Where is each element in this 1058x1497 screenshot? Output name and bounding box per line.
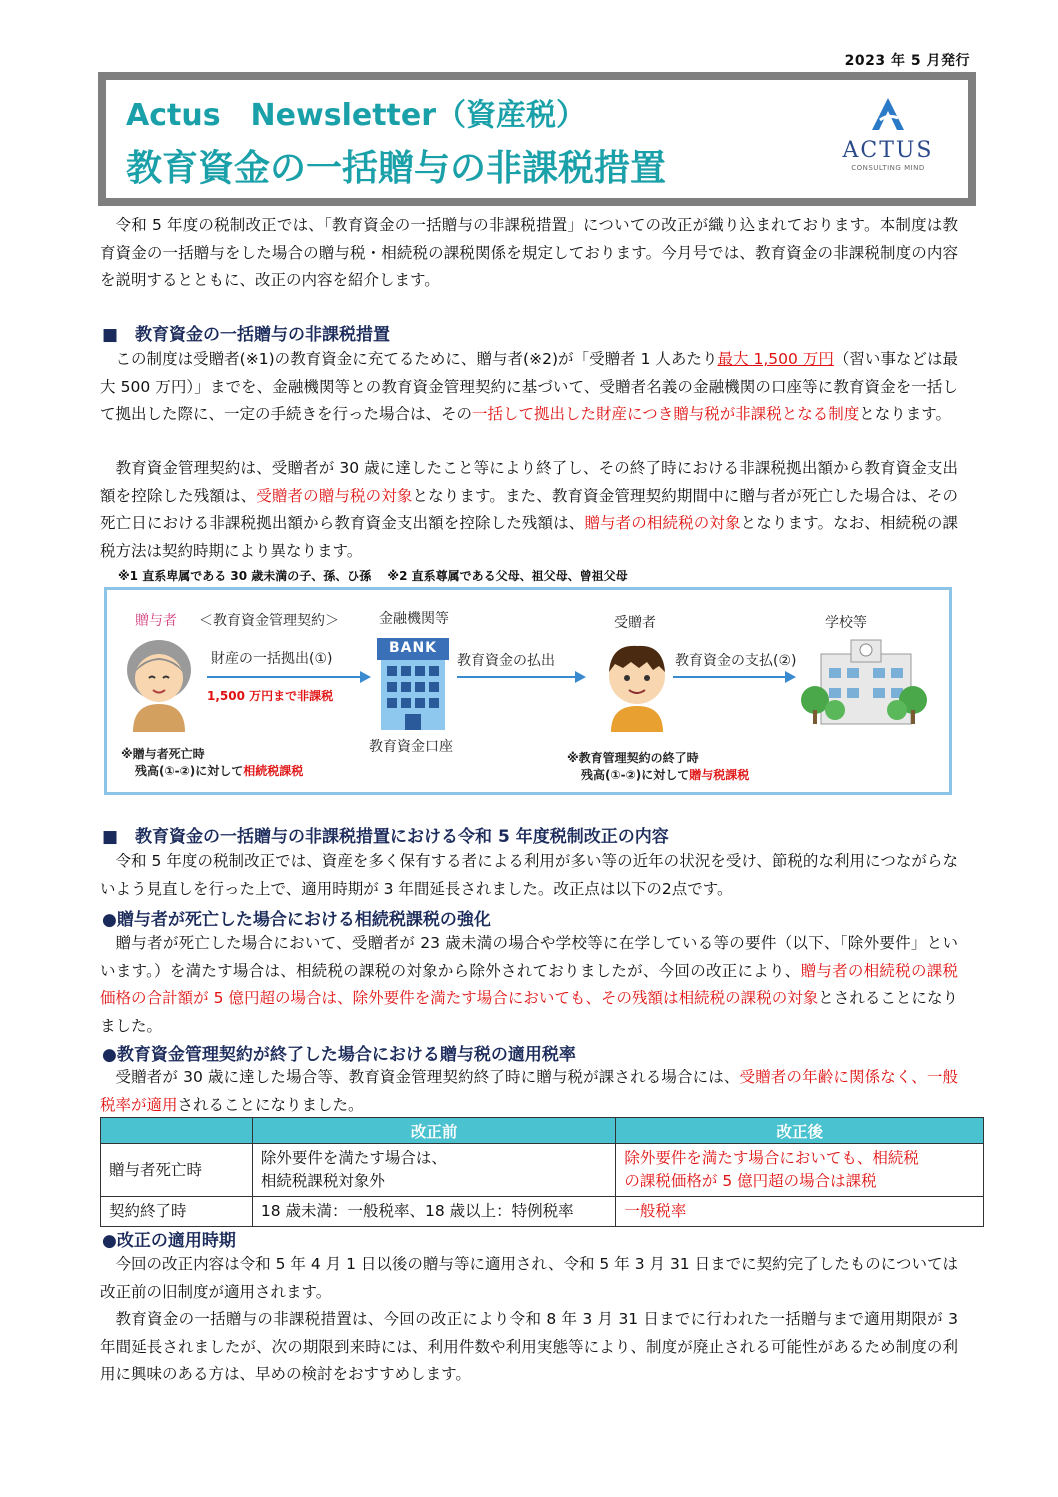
note-left: [121, 746, 303, 780]
scheme-diagram: [104, 587, 952, 795]
table-header-after: 改正後: [616, 1118, 984, 1144]
note-right: [567, 750, 749, 784]
account-label: 教育資金口座: [369, 739, 453, 755]
p2-text-a: 教育資金管理契約は、受贈者が 30 歳に達したこと等により終了し、その終了時における非課税拠出額から教育資金支出額を控除した残額は、: [100, 459, 958, 505]
row1-before: [252, 1144, 616, 1197]
row2-label: 契約終了時: [101, 1197, 253, 1227]
arrow3-label: 教育資金の支払(②): [675, 653, 797, 669]
arrow1-sublabel: 1,500 万円まで非課税: [207, 689, 334, 703]
note-left-inheritance-tax: 相続税課税: [243, 764, 304, 778]
row1-after-line2: の課税価格が 5 億円超の場合は課税: [624, 1172, 877, 1190]
note-right-line2a: 残高(①-②)に対して: [581, 768, 690, 782]
actus-logo: [828, 96, 948, 188]
subheading-effective-date: ●改正の適用時期: [102, 1231, 236, 1251]
arrow2-icon: [457, 670, 587, 684]
s2p2-text-c: とされることになりました。: [100, 989, 958, 1035]
s2p3-text-c: されることになりました。: [177, 1095, 364, 1114]
note-left-line2a: 残高(①-②)に対して: [135, 764, 244, 778]
recipient-label: 受贈者: [614, 615, 656, 631]
note-right-line1: ※教育管理契約の終了時: [567, 751, 699, 765]
arrow1-icon: [207, 670, 372, 684]
section2-paragraph4: 今回の改正内容は令和 5 年 4 月 1 日以後の贈与等に適用され、令和 5 年 3 月 31 日までに契約完了したものについては改正前の旧制度が適用されます。: [100, 1255, 958, 1301]
table-row: [101, 1197, 984, 1227]
table-header-row: [101, 1118, 984, 1144]
bank-sign: BANK: [388, 640, 438, 656]
section1-paragraph1: [100, 346, 958, 429]
section2-paragraph2: [100, 930, 958, 1040]
section2-paragraph1: 令和 5 年度の税制改正では、資産を多く保有する者による利用が多い等の近年の状況を受け、節税的な利用につながらないよう見直しを行った上で、適用時期が 3 年間延長されました。改正点は以下の2点です。: [100, 852, 958, 898]
contract-label: ＜教育資金管理契約＞: [199, 613, 339, 629]
row1-after: [616, 1144, 984, 1197]
section2-heading: ■ 教育資金の一括贈与の非課税措置における令和 5 年度税制改正の内容: [102, 827, 669, 847]
arrow3-icon: [673, 670, 797, 684]
row2-before: 18 歳未満：一般税率、18 歳以上：特例税率: [252, 1197, 616, 1227]
intro-paragraph: 令和 5 年度の税制改正では、「教育資金の一括贈与の非課税措置」についての改正が織り込まれております。本制度は教育資金の一括贈与をした場合の贈与税・相続税の課税関係を規定しております。今月号では、教育資金の非課税制度の内容を説明するとともに、改正の内容を紹介します。: [100, 216, 958, 289]
section1-heading: ■ 教育資金の一括贈与の非課税措置: [102, 325, 391, 345]
row1-before-line2: 相続税課税対象外: [260, 1172, 385, 1190]
p1-emphasis-max: 最大 1,500 万円: [717, 350, 834, 368]
school-building-icon: [801, 634, 927, 726]
p2-emphasis-inheritance-tax: 贈与者の相続税の対象: [584, 514, 741, 532]
row2-after: 一般税率: [616, 1197, 984, 1227]
arrow2-label: 教育資金の払出: [457, 653, 555, 669]
school-label: 学校等: [825, 615, 867, 631]
section2-paragraph5: 教育資金の一括贈与の非課税措置は、今回の改正により令和 8 年 3 月 31 日までに行われた一括贈与まで適用期限が 3 年間延長されましたが、次の期限到来時には、利用件数や利用実態等により、制度が廃止される可能性があるため制度の利用に興味のある方は、早めの検討をおすすめします。: [100, 1310, 958, 1383]
s2p2-text-a: 贈与者が死亡した場合において、受贈者が 23 歳未満の場合や学校等に在学している等の要件（以下、「除外要件」といいます。）を満たす場合は、相続税の課税の対象から除外されておりましたが、今回の改正により、: [100, 934, 958, 980]
table-header-before: 改正前: [252, 1118, 616, 1144]
s2p3-emphasis: 受贈者の年齢に関係なく、一般税率が適用: [100, 1068, 958, 1114]
table-row: [101, 1144, 984, 1197]
note-left-line1: ※贈与者死亡時: [121, 747, 205, 761]
note-right-gift-tax: 贈与税課税: [689, 768, 750, 782]
row1-label: 贈与者死亡時: [101, 1144, 253, 1197]
p1-text-a: この制度は受贈者(※1)の教育資金に充てるために、贈与者(※2)が「受贈者 1 人あたり: [115, 350, 718, 368]
newsletter-title: Actus Newsletter（資産税）: [126, 98, 587, 133]
arrow1-label: 財産の一括拠出(①): [211, 651, 333, 667]
grandmother-icon: [119, 632, 199, 732]
subheading-tax-rate: ●教育資金管理契約が終了した場合における贈与税の適用税率: [102, 1045, 576, 1065]
comparison-table: [100, 1117, 984, 1227]
header-banner: [98, 72, 976, 206]
row1-before-line1: 除外要件を満たす場合は、: [260, 1149, 447, 1167]
section2-paragraph3: [100, 1064, 958, 1119]
logo-wordmark: ACTUS: [842, 138, 934, 163]
subheading-inheritance: ●贈与者が死亡した場合における相続税課税の強化: [102, 910, 491, 930]
logo-tagline: CONSULTING MIND: [851, 164, 925, 172]
logo-mark-icon: [866, 96, 910, 132]
s2p2-emphasis: 贈与者の相続税の課税価格の合計額が 5 億円超の場合は、除外要件を満たす場合においても、その残額は相続税の課税の対象: [100, 961, 958, 1007]
table-header-blank: [101, 1118, 253, 1144]
issue-date: 2023 年 5 月発行: [844, 53, 970, 69]
donor-label: 贈与者: [135, 613, 177, 629]
p2-text-c: となります。また、教育資金管理契約期間中に贈与者が死亡した場合は、その死亡日における非課税拠出額から教育資金支出額を控除した残額は、: [100, 486, 958, 532]
p1-text-e: となります。: [859, 405, 951, 423]
article-title: 教育資金の一括贈与の非課税措置: [126, 148, 667, 189]
p1-text-c: （習い事などは最大 500 万円）」までを、金融機関等との教育資金管理契約に基づいて、受贈者名義の金融機関の口座等に教育資金を一括して拠出した際に、一定の手続きを行った場合は、その: [100, 350, 958, 423]
p1-emphasis-nontaxable: 一括して拠出した財産につき贈与税が非課税となる制度: [472, 405, 860, 423]
section1-notes: ※1 直系卑属である 30 歳未満の子、孫、ひ孫 ※2 直系尊属である父母、祖父母、曾祖父母: [118, 569, 628, 583]
bank-label: 金融機関等: [379, 611, 449, 627]
section1-paragraph2: [100, 455, 958, 565]
recipient-boy-icon: [597, 636, 677, 732]
row1-after-line1: 除外要件を満たす場合においても、相続税: [624, 1149, 919, 1167]
s2p3-text-a: 受贈者が 30 歳に達した場合等、教育資金管理契約終了時に贈与税が課される場合には、: [115, 1068, 740, 1086]
p2-emphasis-gift-tax: 受贈者の贈与税の対象: [256, 486, 413, 505]
p2-text-e: となります。なお、相続税の課税方法は契約時期により異なります。: [100, 514, 958, 560]
